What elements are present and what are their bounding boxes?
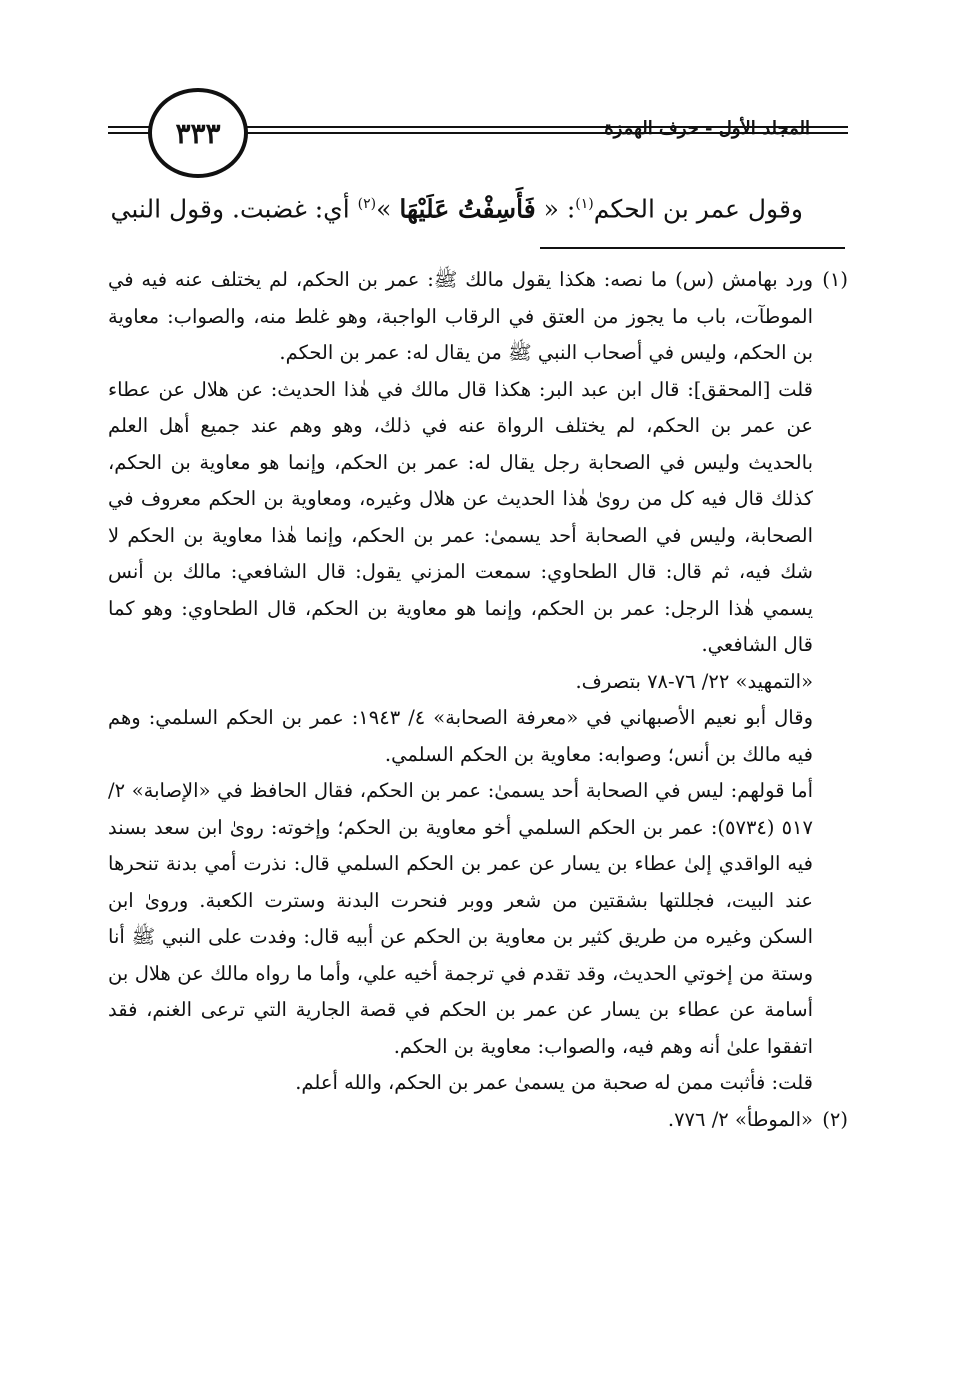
footnotes-section <box>108 262 848 1138</box>
page-number: ٣٣٣ <box>175 116 221 150</box>
footnote-1-paragraph: قلت [المحقق]: قال ابن عبد البر: هكذا قال مالك في هٰذا الحديث: عن هلال عن عطاء عن عمر بن الحكم، لم يختلف الرواة عنه في ذلك، وهو وهم عند جميع أهل العلم بالحديث وليس في الصحابة رجل يقال له: عمر بن الحكم، وإنما هو معاوية بن الحكم، كذلك قال فيه كل من روىٰ هٰذا الحديث عن هلال وغيره، ومعاوية بن الحكم معروف في الصحابة، وليس في الصحابة أحد يسمىٰ: عمر بن الحكم، وإنما هٰذا معاوية بن الحكم لا شك فيه، ثم قال: قال الطحاوي: سمعت المزني يقول: قال الشافعي: مالك بن أنس يسمي هٰذا الرجل: عمر بن الحكم، وإنما هو معاوية بن الحكم، قال الطحاوي: وهو كما قال الشافعي. <box>108 377 813 656</box>
main-text-line <box>108 182 803 231</box>
header-rule-middle-bottom <box>238 132 550 134</box>
footnote-1-number: (١) <box>822 268 848 291</box>
header-rule-middle-top <box>238 126 550 128</box>
footnote-1-paragraph: قلت: فأثبت ممن له صحبة من يسمىٰ عمر بن الحكم، والله أعلم. <box>295 1071 813 1094</box>
footnote-1-citation: «التمهيد» ٢٢/ ٧٦-٧٨ بتصرف. <box>575 669 813 693</box>
page-number-badge <box>148 88 248 178</box>
footnote-ref-1[interactable]: (١) <box>575 196 594 212</box>
footnote-ref-2[interactable]: (٢) <box>357 196 377 212</box>
footnote-1 <box>108 262 848 1102</box>
footnote-1-paragraph: وقال أبو نعيم الأصبهاني في «معرفة الصحابة» ٤/ ١٩٤٣: عمر بن الحكم السلمي: وهم فيه مالك بن أنس؛ وصوابه: معاوية بن الحكم السلمي. <box>108 706 813 766</box>
footnote-2 <box>108 1102 848 1139</box>
footnote-2-text: «الموطأ» ٢/ ٧٧٦. <box>667 1107 813 1131</box>
main-text-part2: : « <box>535 194 576 224</box>
main-text-part4: أي: غضبت. وقول النبي <box>110 194 358 224</box>
footnote-1-paragraph: ورد بهامش (س) ما نصه: هكذا يقول مالك ﷺ: عمر بن الحكم، لم يختلف عنه فيه في الموطآت، باب ما يجوز من العتق في الرقاب الواجبة، وهو غلط منه، والصواب: معاوية بن الحكم، وليس في أصحاب النبي ﷺ من يقال له: عمر بن الحكم. <box>108 268 814 364</box>
footnote-2-number: (٢) <box>822 1107 848 1131</box>
main-text-part1: وقول عمر بن الحكم <box>593 194 803 224</box>
quoted-phrase: فَأَسِفْتُ عَلَيْهَا <box>399 194 536 224</box>
page-header <box>108 88 848 178</box>
main-text-part3: » <box>376 194 400 224</box>
footnote-separator <box>540 247 845 249</box>
running-head: المجلد الأول - حرف الهمزة <box>604 118 810 139</box>
footnote-1-paragraph: أما قولهم: ليس في الصحابة أحد يسمىٰ: عمر بن الحكم، فقال الحافظ في «الإصابة» ٢/ ٥١٧ (٥٧٣٤): عمر بن الحكم السلمي أخو معاوية بن الحكم؛ وإخوته: روىٰ ابن سعد بسند فيه الواقدي إلىٰ عطاء بن يسار عن عمر بن الحكم السلمي قال: نذرت أمي بدنة تنحرها عند البيت، فجللتها بشقتين من شعر ووبر فنحرت البدنة وسترت الكعبة. وروىٰ ابن السكن وغيره من طريق كثير بن معاوية بن الحكم عن أبيه قال: وفدت على النبي ﷺ أنا وستة من إخوتي الحديث، وقد تقدم في ترجمة أخيه علي، وأما ما رواه مالك عن هلال بن أسامة عن عطاء بن يسار عن عمر بن الحكم في قصة الجارية التي ترعى الغنم، فقد اتفقوا علىٰ أنه وهم فيه، والصواب: معاوية بن الحكم. <box>108 779 813 1058</box>
